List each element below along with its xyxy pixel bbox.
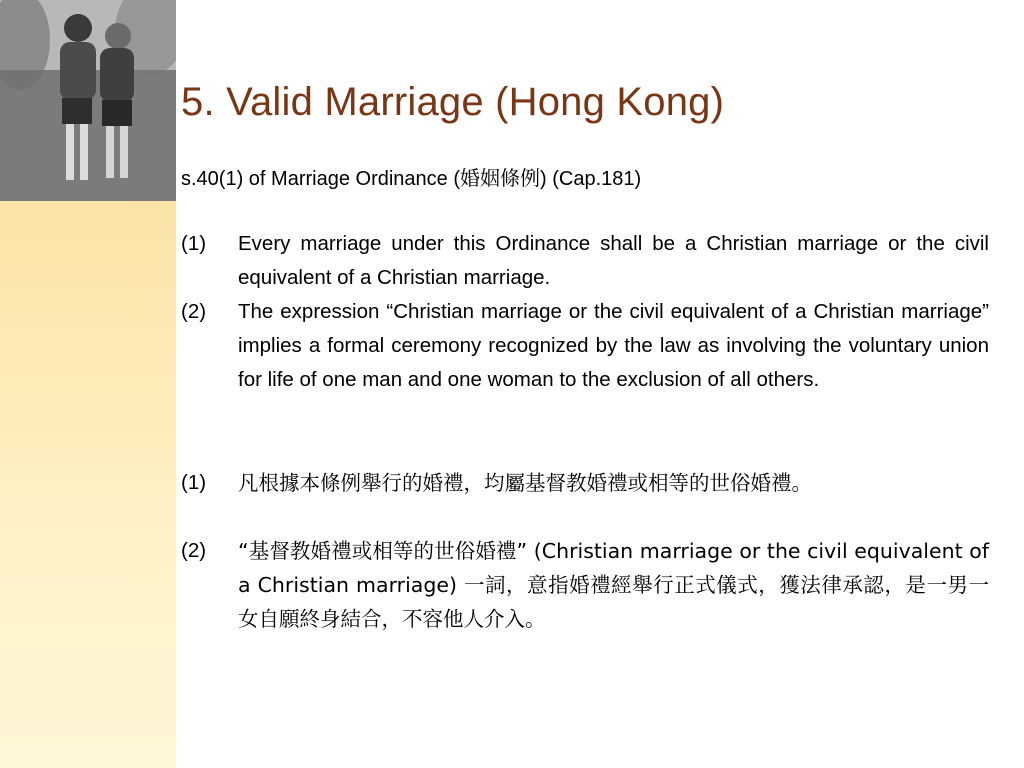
photo-image [0,0,176,201]
clause-text: 凡根據本條例舉行的婚禮，均屬基督教婚禮或相等的世俗婚禮。 [238,471,812,495]
sidebar-decoration [0,201,176,768]
chinese-clause-2 [181,534,989,636]
ordinance-reference: s.40(1) of Marriage Ordinance (婚姻條例) (Cap.181) [181,168,642,190]
clause-text: The expression “Christian marriage or the civil equivalent of a Christian marriage” implies a formal ceremony recognized by the law as involving the voluntary union for life of one man and one woman to the exclusion of all others. [238,300,989,391]
english-clause-1 [181,227,989,295]
slide-title: 5. Valid Marriage (Hong Kong) [181,80,725,124]
clause-number: (1) [181,471,207,494]
clause-number: (1) [181,232,207,255]
clause-text: Every marriage under this Ordinance shall be a Christian marriage or the civil equivalent of a Christian marriage. [238,232,989,289]
clause-number: (2) [181,300,207,323]
clause-text: “基督教婚禮或相等的世俗婚禮” (Christian marriage or the civil equivalent of a Christian marriage) 一詞，意指婚禮經舉行正式儀式，獲法律承認，是一男一女自願終身結合，不容他人介入。 [238,539,989,631]
chinese-clause-1 [181,466,989,500]
children-walking-photo [0,0,176,201]
english-clause-2 [181,295,989,397]
clause-number: (2) [181,539,207,562]
